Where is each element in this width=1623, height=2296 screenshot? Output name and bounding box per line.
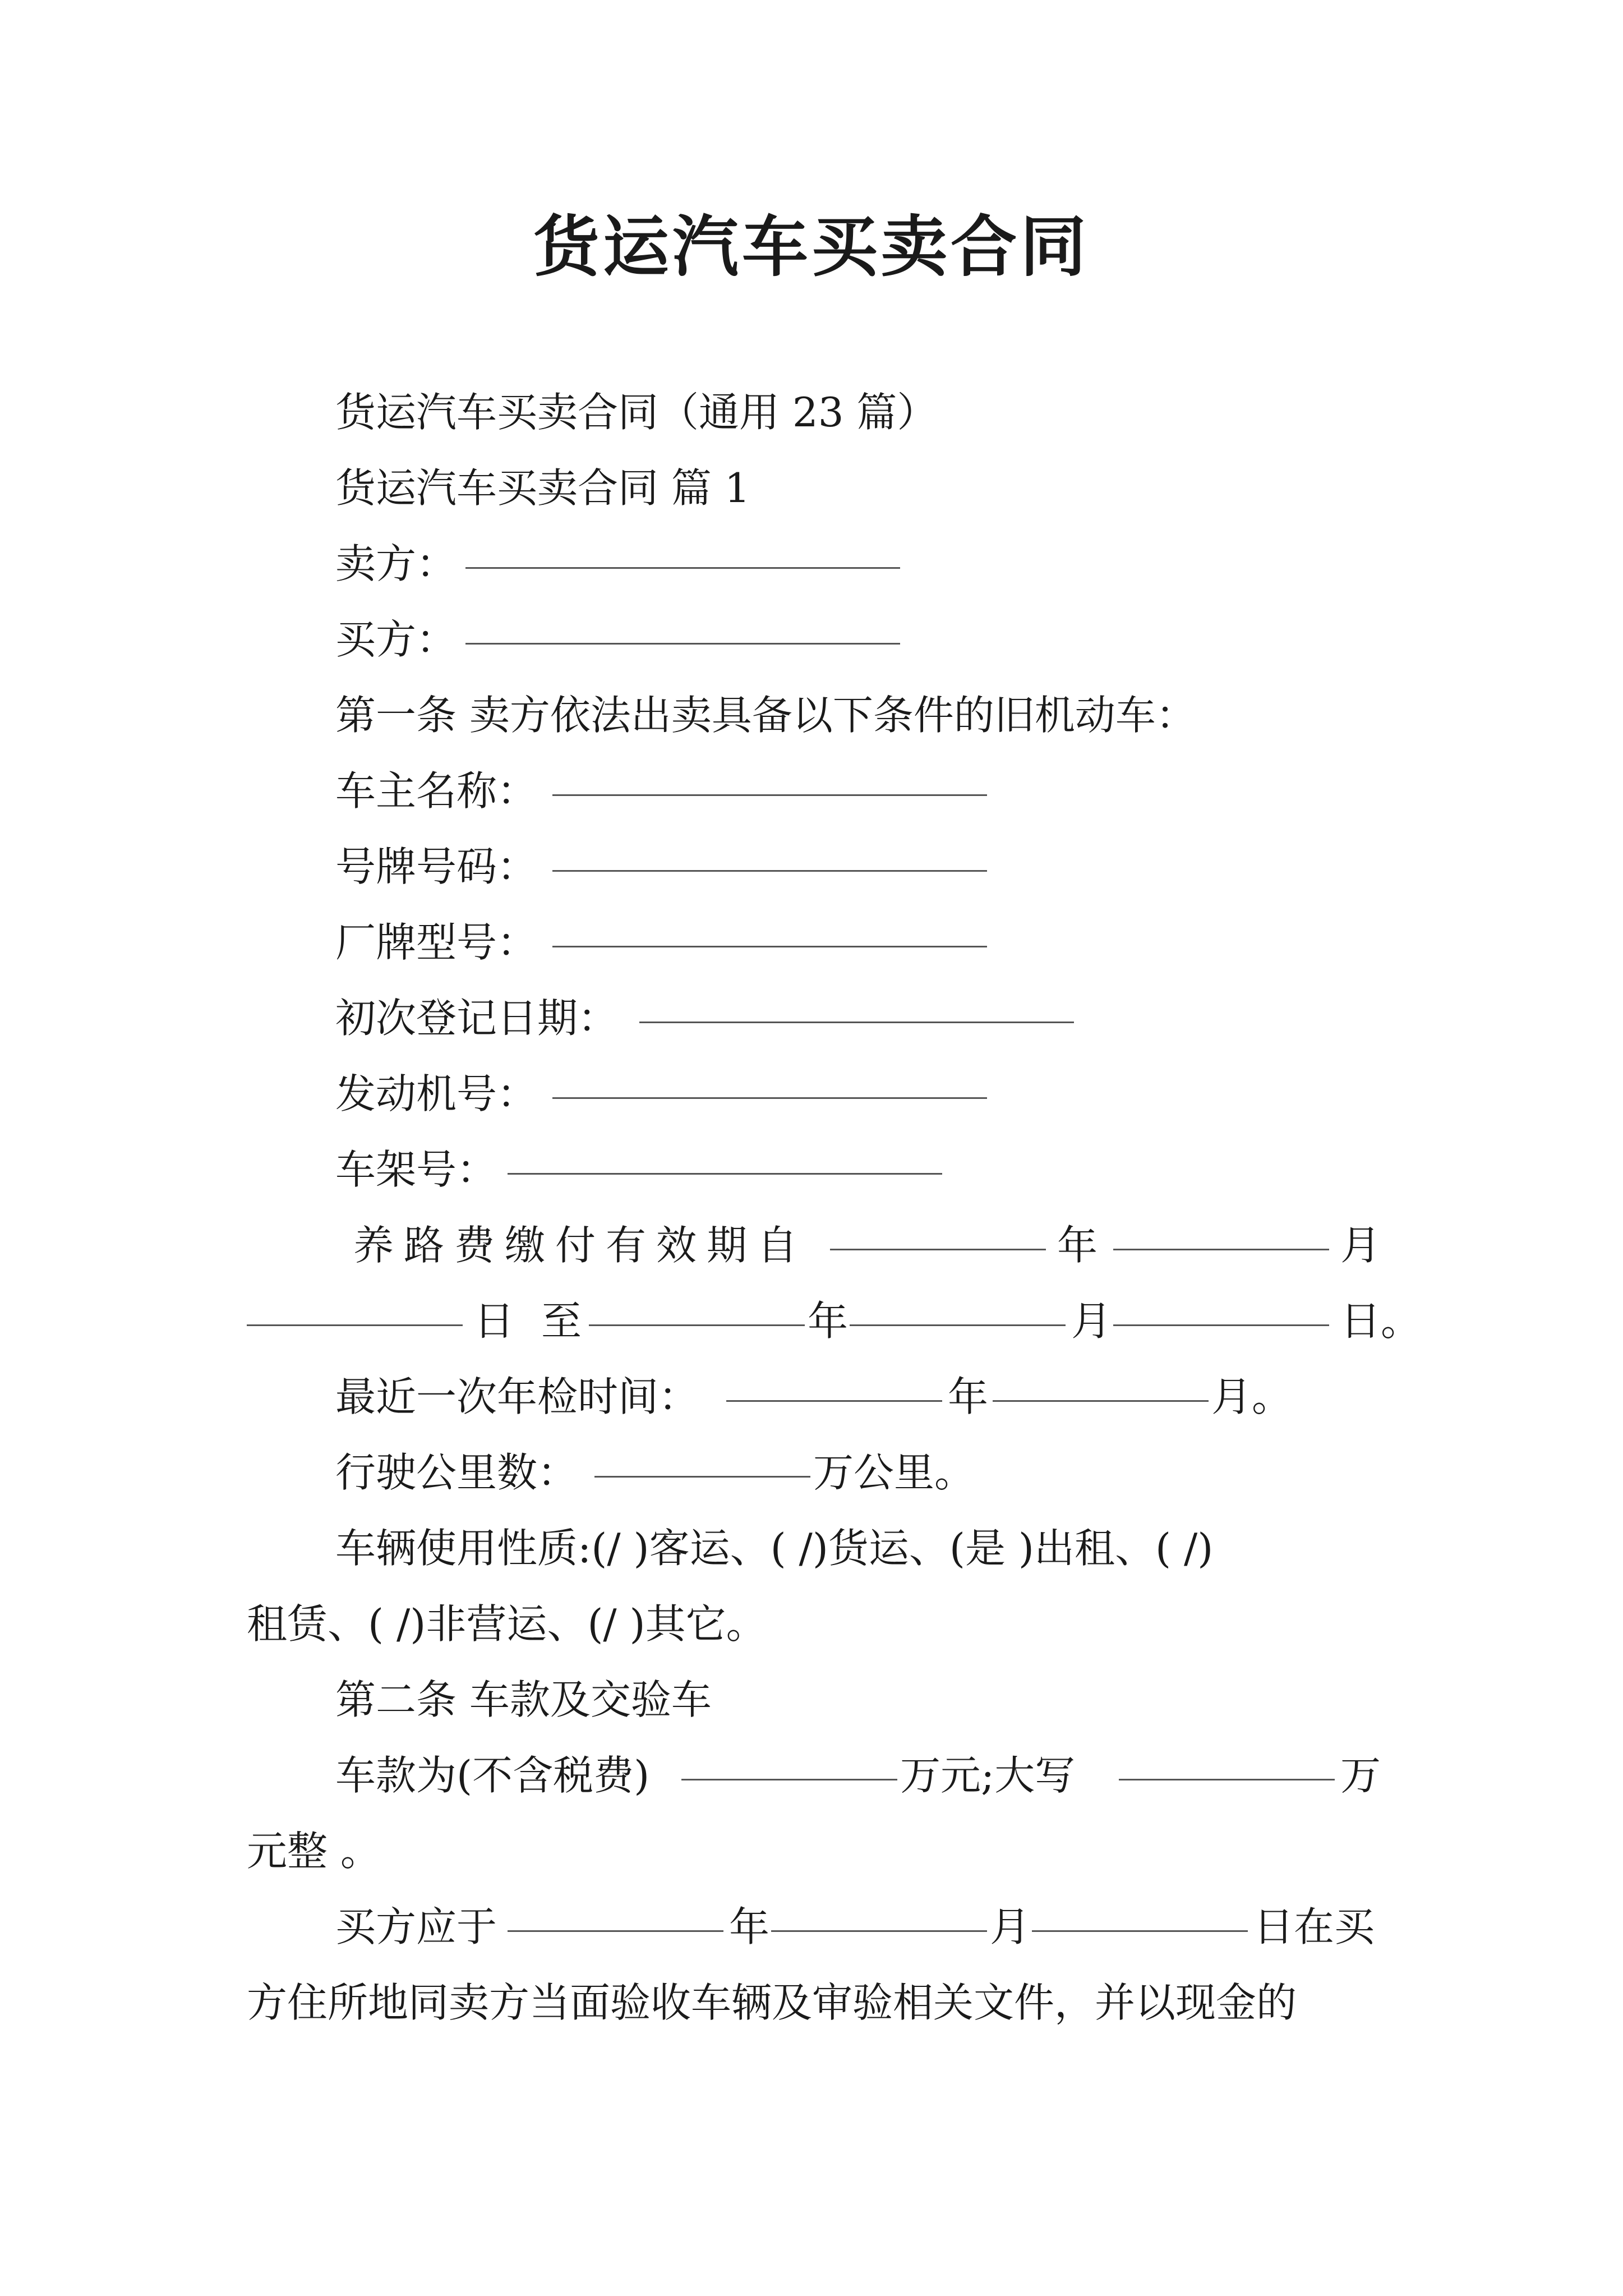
handover-month-blank[interactable] [771, 1888, 987, 1932]
handover-line-1 [0, 1888, 1623, 1966]
model-line [0, 903, 1623, 982]
inspection-label: 最近一次年检时间： [335, 1373, 699, 1420]
toll-month-label: 月 [1340, 1222, 1381, 1269]
inspection-year-label: 年 [948, 1373, 989, 1420]
usage-text-1: 车辆使用性质:(/ )客运、( /)货运、(是 )出租、( /) [335, 1525, 1214, 1572]
frame-blank[interactable] [508, 1130, 942, 1175]
document-title: 货运汽车买卖合同 [533, 208, 1090, 286]
price-wan: 万 [1340, 1752, 1381, 1799]
usage-line-2 [0, 1585, 1623, 1663]
toll-start-year-blank[interactable] [830, 1206, 1046, 1250]
buyer-line [0, 600, 1623, 679]
handover-prefix: 买方应于 [335, 1903, 497, 1950]
article2-text: 第二条 车款及交验车 [335, 1676, 712, 1723]
toll-prefix: 养路费缴付有效期自 [353, 1222, 808, 1269]
reg-date-label: 初次登记日期： [335, 995, 619, 1042]
plate-label: 号牌号码： [335, 843, 538, 890]
inspection-year-blank[interactable] [726, 1358, 942, 1402]
toll-end-month-blank[interactable] [850, 1282, 1066, 1326]
toll-day-label: 日 [474, 1297, 515, 1345]
toll-start-day-blank[interactable] [247, 1282, 463, 1326]
handover-year-label: 年 [729, 1903, 770, 1950]
toll-line-1 [0, 1206, 1623, 1285]
toll-year-label: 年 [1057, 1222, 1098, 1269]
owner-label: 车主名称： [335, 767, 538, 815]
mileage-label: 行驶公里数： [335, 1449, 578, 1496]
section-heading: 货运汽车买卖合同 篇 1 [335, 464, 750, 512]
section-heading-line [0, 449, 1623, 527]
price-mid: 万元;大写 [900, 1752, 1076, 1799]
buyer-blank[interactable] [465, 600, 900, 645]
frame-line [0, 1130, 1623, 1209]
toll-end-month-label: 月 [1071, 1297, 1112, 1345]
article1-text: 第一条 卖方依法出卖具备以下条件的旧机动车： [335, 692, 1196, 739]
owner-blank[interactable] [552, 752, 987, 796]
inspection-line [0, 1358, 1623, 1436]
mileage-line [0, 1433, 1623, 1512]
engine-blank[interactable] [552, 1055, 987, 1099]
handover-month-label: 月 [990, 1903, 1031, 1950]
article2-line [0, 1660, 1623, 1739]
handover-day-blank[interactable] [1032, 1888, 1248, 1932]
handover-suffix: 日在买 [1253, 1903, 1375, 1950]
seller-blank[interactable] [465, 524, 900, 569]
owner-line [0, 752, 1623, 830]
reg-date-blank[interactable] [639, 979, 1074, 1023]
plate-blank[interactable] [552, 827, 987, 872]
handover-line-2 [0, 1963, 1623, 2042]
price-number-blank[interactable] [681, 1736, 897, 1780]
article1-line [0, 676, 1623, 754]
toll-end-year-label: 年 [808, 1297, 849, 1345]
handover-year-blank[interactable] [508, 1888, 723, 1932]
price-words-blank[interactable] [1119, 1736, 1335, 1780]
model-label: 厂牌型号： [335, 919, 538, 966]
seller-label: 卖方： [335, 540, 457, 587]
subtitle-line [0, 373, 1623, 452]
buyer-label: 买方： [335, 616, 457, 663]
subtitle: 货运汽车买卖合同（通用 23 篇） [335, 389, 938, 436]
price-line2-text: 元整 。 [247, 1828, 381, 1875]
mileage-blank[interactable] [594, 1433, 810, 1478]
usage-line-1 [0, 1509, 1623, 1588]
handover-text-2: 方住所地同卖方当面验收车辆及审验相关文件，并以现金的 [247, 1979, 1297, 2026]
toll-end-year-blank[interactable] [589, 1282, 805, 1326]
seller-line [0, 524, 1623, 603]
toll-start-month-blank[interactable] [1113, 1206, 1329, 1250]
toll-to-label: 至 [541, 1297, 582, 1345]
toll-end-day-label: 日。 [1340, 1297, 1422, 1345]
price-prefix: 车款为(不含税费) [335, 1752, 650, 1799]
frame-label: 车架号： [335, 1146, 497, 1193]
toll-line-2 [0, 1282, 1623, 1360]
inspection-month-blank[interactable] [993, 1358, 1209, 1402]
inspection-month-label: 月。 [1211, 1373, 1293, 1420]
mileage-unit: 万公里。 [813, 1449, 975, 1496]
plate-line [0, 827, 1623, 906]
engine-line [0, 1055, 1623, 1133]
reg-date-line [0, 979, 1623, 1057]
toll-end-day-blank[interactable] [1113, 1282, 1329, 1326]
engine-label: 发动机号： [335, 1070, 538, 1117]
model-blank[interactable] [552, 903, 987, 947]
price-line-1 [0, 1736, 1623, 1815]
price-line-2 [0, 1812, 1623, 1890]
usage-text-2: 租赁、( /)非营运、(/ )其它。 [247, 1600, 767, 1648]
